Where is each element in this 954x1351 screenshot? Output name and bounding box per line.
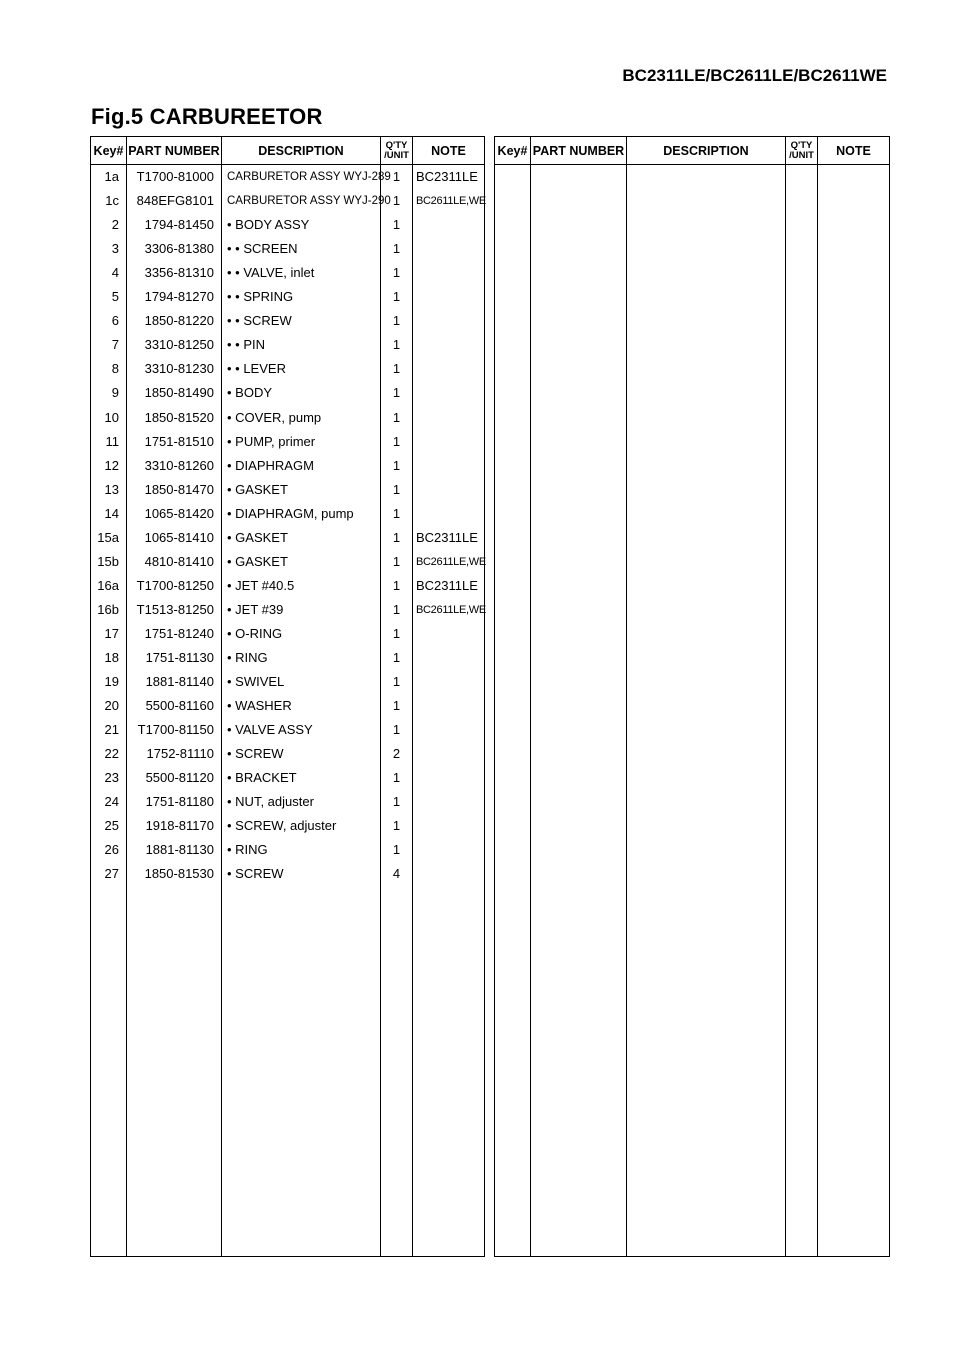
cell-description: • COVER, pump bbox=[227, 409, 322, 425]
table-row bbox=[91, 213, 484, 237]
cell-key: 8 bbox=[111, 361, 119, 377]
cell-description: • • PIN bbox=[227, 337, 265, 353]
cell-description: • DIAPHRAGM, pump bbox=[227, 505, 354, 521]
table-row bbox=[91, 622, 484, 646]
table-row bbox=[91, 478, 484, 502]
table-row bbox=[91, 766, 484, 790]
cell-description: • • VALVE, inlet bbox=[227, 265, 315, 281]
cell-qty: 1 bbox=[392, 169, 401, 184]
cell-note bbox=[416, 742, 484, 766]
cell-part-number: 1881-81140 bbox=[145, 674, 214, 690]
cell-key: 19 bbox=[104, 674, 119, 690]
cell-part-number: 1794-81270 bbox=[144, 289, 214, 305]
table-row bbox=[91, 670, 484, 694]
cell-part-number: 1751-81130 bbox=[145, 650, 214, 665]
cell-description: • SCREW, adjuster bbox=[227, 818, 337, 834]
table-row bbox=[91, 237, 484, 261]
cell-note bbox=[416, 430, 484, 454]
cell-qty: 1 bbox=[392, 313, 401, 329]
figure-title: Fig.5 CARBUREETOR bbox=[91, 104, 323, 129]
cell-note bbox=[416, 502, 484, 526]
cell-qty: 1 bbox=[392, 818, 401, 834]
cell-part-number: 1850-81490 bbox=[144, 385, 214, 401]
cell-qty: 1 bbox=[392, 433, 401, 449]
cell-description: CARBURETOR ASSY WYJ-289 bbox=[227, 171, 391, 183]
cell-qty: 1 bbox=[392, 289, 401, 305]
cell-key: 25 bbox=[104, 818, 119, 834]
cell-note: BC2611LE,WE bbox=[416, 603, 486, 616]
cell-key: 16b bbox=[97, 601, 119, 617]
cell-key: 11 bbox=[105, 433, 119, 449]
cell-note bbox=[416, 357, 484, 381]
table-row bbox=[91, 646, 484, 670]
cell-description: • SWIVEL bbox=[227, 674, 285, 690]
cell-note bbox=[416, 381, 484, 405]
table-row bbox=[91, 430, 484, 454]
cell-description: • GASKET bbox=[227, 481, 288, 497]
cell-part-number: T1700-81250 bbox=[136, 577, 214, 593]
cell-description: • WASHER bbox=[227, 698, 292, 714]
cell-qty: 1 bbox=[392, 193, 401, 209]
cell-note bbox=[416, 718, 484, 742]
table-row bbox=[91, 550, 484, 574]
cell-part-number: 1850-81520 bbox=[144, 409, 214, 425]
cell-key: 27 bbox=[104, 866, 119, 882]
cell-part-number: 3306-81380 bbox=[144, 241, 214, 257]
cell-note: BC2611LE,WE bbox=[416, 555, 486, 568]
cell-key: 10 bbox=[104, 409, 119, 425]
cell-key: 22 bbox=[104, 746, 119, 762]
table-row bbox=[91, 526, 484, 550]
cell-key: 5 bbox=[111, 289, 119, 305]
cell-note bbox=[416, 213, 484, 237]
cell-description: • GASKET bbox=[227, 529, 288, 545]
cell-qty: 1 bbox=[392, 722, 401, 738]
cell-part-number: 3356-81310 bbox=[144, 265, 214, 281]
cell-description: • • SCREW bbox=[227, 313, 292, 329]
cell-note: BC2311LE bbox=[416, 529, 478, 545]
cell-part-number: T1513-81250 bbox=[136, 601, 214, 617]
cell-key: 6 bbox=[111, 313, 119, 329]
cell-key: 4 bbox=[111, 265, 119, 281]
cell-part-number: 1881-81130 bbox=[145, 842, 214, 858]
parts-table-right bbox=[494, 136, 890, 1257]
table-row bbox=[91, 309, 484, 333]
cell-qty: 1 bbox=[392, 601, 401, 617]
table-row bbox=[91, 261, 484, 285]
cell-key: 12 bbox=[104, 457, 119, 473]
cell-part-number: 1065-81420 bbox=[144, 505, 214, 521]
cell-note: BC2311LE bbox=[416, 169, 478, 184]
cell-key: 15b bbox=[97, 553, 119, 569]
cell-description: • BODY bbox=[227, 385, 273, 401]
header-note: NOTE bbox=[836, 143, 871, 158]
cell-description: • • LEVER bbox=[227, 361, 286, 377]
cell-description: • RING bbox=[227, 650, 268, 665]
header-description: DESCRIPTION bbox=[663, 143, 749, 158]
cell-part-number: 1850-81470 bbox=[144, 481, 214, 497]
cell-description: • • SCREEN bbox=[227, 241, 298, 257]
cell-qty: 4 bbox=[392, 866, 401, 882]
table-row bbox=[91, 165, 484, 189]
cell-key: 15a bbox=[97, 529, 119, 545]
cell-part-number: 5500-81160 bbox=[145, 698, 214, 714]
cell-qty: 1 bbox=[392, 481, 401, 497]
cell-part-number: 1752-81110 bbox=[146, 746, 214, 762]
cell-description: • O-RING bbox=[227, 625, 283, 641]
cell-part-number: 3310-81250 bbox=[144, 337, 214, 353]
cell-note bbox=[416, 646, 484, 670]
cell-note bbox=[416, 694, 484, 718]
cell-key: 1a bbox=[104, 169, 119, 184]
header-description: DESCRIPTION bbox=[258, 143, 344, 158]
cell-qty: 1 bbox=[392, 650, 401, 665]
cell-part-number: 1918-81170 bbox=[145, 818, 214, 834]
cell-key: 24 bbox=[104, 794, 119, 810]
cell-qty: 1 bbox=[392, 698, 401, 714]
table-row bbox=[91, 694, 484, 718]
cell-key: 13 bbox=[104, 481, 119, 497]
cell-qty: 1 bbox=[392, 265, 401, 281]
header-qty-line2: /UNIT bbox=[789, 149, 814, 161]
cell-description: • JET #39 bbox=[227, 601, 284, 617]
table-row bbox=[91, 742, 484, 766]
table-row bbox=[91, 285, 484, 309]
header-qty-line1: Q'TY bbox=[790, 139, 813, 151]
cell-note bbox=[416, 285, 484, 309]
cell-qty: 1 bbox=[392, 217, 401, 233]
cell-qty: 1 bbox=[392, 457, 401, 473]
table-row bbox=[91, 718, 484, 742]
cell-part-number: 1751-81510 bbox=[144, 433, 214, 449]
table-row bbox=[91, 790, 484, 814]
cell-key: 21 bbox=[104, 722, 119, 738]
table-row bbox=[91, 598, 484, 622]
table-row bbox=[91, 333, 484, 357]
cell-qty: 1 bbox=[392, 553, 401, 569]
cell-note bbox=[416, 478, 484, 502]
parts-table-left bbox=[90, 136, 485, 1257]
cell-description: • BRACKET bbox=[227, 770, 297, 786]
cell-part-number: T1700-81000 bbox=[136, 169, 214, 184]
header-part-number: PART NUMBER bbox=[532, 143, 625, 158]
cell-description: • RING bbox=[227, 842, 268, 858]
table-row bbox=[91, 406, 484, 430]
cell-note bbox=[416, 670, 484, 694]
cell-qty: 1 bbox=[392, 529, 401, 545]
table-row bbox=[91, 357, 484, 381]
cell-key: 16a bbox=[97, 577, 119, 593]
table-row bbox=[91, 574, 484, 598]
header-key: Key# bbox=[497, 143, 528, 158]
cell-note bbox=[416, 237, 484, 261]
cell-description: • NUT, adjuster bbox=[227, 794, 314, 810]
cell-qty: 1 bbox=[392, 794, 401, 810]
cell-description: • PUMP, primer bbox=[227, 433, 316, 449]
table-row bbox=[91, 189, 484, 213]
cell-description: • VALVE ASSY bbox=[227, 722, 313, 738]
header-qty bbox=[786, 137, 817, 164]
header-qty-line1: Q'TY bbox=[385, 139, 408, 151]
cell-qty: 1 bbox=[392, 770, 401, 786]
cell-description: • SCREW bbox=[227, 866, 284, 882]
cell-qty: 1 bbox=[392, 361, 401, 377]
cell-description: • • SPRING bbox=[227, 289, 294, 305]
cell-note bbox=[416, 309, 484, 333]
cell-qty: 1 bbox=[392, 241, 401, 257]
cell-qty: 1 bbox=[392, 674, 401, 690]
cell-key: 3 bbox=[111, 241, 119, 257]
cell-note bbox=[416, 814, 484, 838]
cell-key: 1c bbox=[105, 193, 119, 209]
header-key: Key# bbox=[93, 143, 124, 158]
cell-part-number: 1850-81220 bbox=[144, 313, 214, 329]
header-qty bbox=[381, 137, 412, 164]
table-row bbox=[91, 381, 484, 405]
cell-key: 9 bbox=[111, 385, 119, 401]
cell-key: 20 bbox=[104, 698, 119, 714]
cell-qty: 1 bbox=[392, 337, 401, 353]
cell-note bbox=[416, 454, 484, 478]
cell-description: CARBURETOR ASSY WYJ-290 bbox=[227, 195, 391, 208]
cell-part-number: 1850-81530 bbox=[144, 866, 214, 882]
cell-qty: 1 bbox=[392, 842, 401, 858]
cell-note: BC2311LE bbox=[416, 577, 478, 593]
cell-qty: 1 bbox=[392, 505, 401, 521]
cell-note bbox=[416, 862, 484, 886]
cell-part-number: 1751-81240 bbox=[144, 625, 214, 641]
cell-part-number: T1700-81150 bbox=[137, 722, 214, 738]
table-row bbox=[91, 502, 484, 526]
cell-note bbox=[416, 790, 484, 814]
cell-key: 26 bbox=[104, 842, 119, 858]
cell-part-number: 1751-81180 bbox=[145, 794, 214, 810]
table-row bbox=[91, 862, 484, 886]
cell-qty: 1 bbox=[392, 385, 401, 401]
table-row bbox=[91, 814, 484, 838]
cell-note bbox=[416, 766, 484, 790]
cell-part-number: 1065-81410 bbox=[144, 529, 214, 545]
cell-key: 7 bbox=[111, 337, 119, 353]
cell-part-number: 3310-81260 bbox=[144, 457, 214, 473]
cell-qty: 1 bbox=[392, 625, 401, 641]
cell-description: • BODY ASSY bbox=[227, 217, 310, 233]
cell-key: 17 bbox=[104, 625, 119, 641]
cell-note bbox=[416, 622, 484, 646]
cell-part-number: 5500-81120 bbox=[145, 770, 214, 786]
cell-description: • GASKET bbox=[227, 553, 288, 569]
cell-part-number: 848EFG8101 bbox=[136, 193, 214, 209]
cell-note: BC2611LE,WE bbox=[416, 195, 486, 208]
cell-qty: 1 bbox=[392, 577, 401, 593]
cell-note bbox=[416, 406, 484, 430]
cell-description: • JET #40.5 bbox=[227, 577, 295, 593]
header-qty-line2: /UNIT bbox=[384, 149, 409, 161]
cell-part-number: 4810-81410 bbox=[144, 553, 214, 569]
cell-key: 23 bbox=[104, 770, 119, 786]
table-row bbox=[91, 454, 484, 478]
cell-key: 2 bbox=[111, 217, 119, 233]
cell-note bbox=[416, 333, 484, 357]
header-note: NOTE bbox=[431, 143, 466, 158]
cell-key: 14 bbox=[104, 505, 119, 521]
cell-description: • DIAPHRAGM bbox=[227, 457, 314, 473]
cell-description: • SCREW bbox=[227, 746, 284, 762]
cell-part-number: 1794-81450 bbox=[144, 217, 214, 233]
cell-note bbox=[416, 838, 484, 862]
cell-key: 18 bbox=[104, 650, 119, 665]
table-row bbox=[91, 838, 484, 862]
model-numbers: BC2311LE/BC2611LE/BC2611WE bbox=[622, 66, 887, 85]
cell-qty: 1 bbox=[392, 409, 401, 425]
cell-qty: 2 bbox=[392, 746, 401, 762]
cell-note bbox=[416, 261, 484, 285]
cell-part-number: 3310-81230 bbox=[144, 361, 214, 377]
header-part-number: PART NUMBER bbox=[128, 143, 220, 158]
